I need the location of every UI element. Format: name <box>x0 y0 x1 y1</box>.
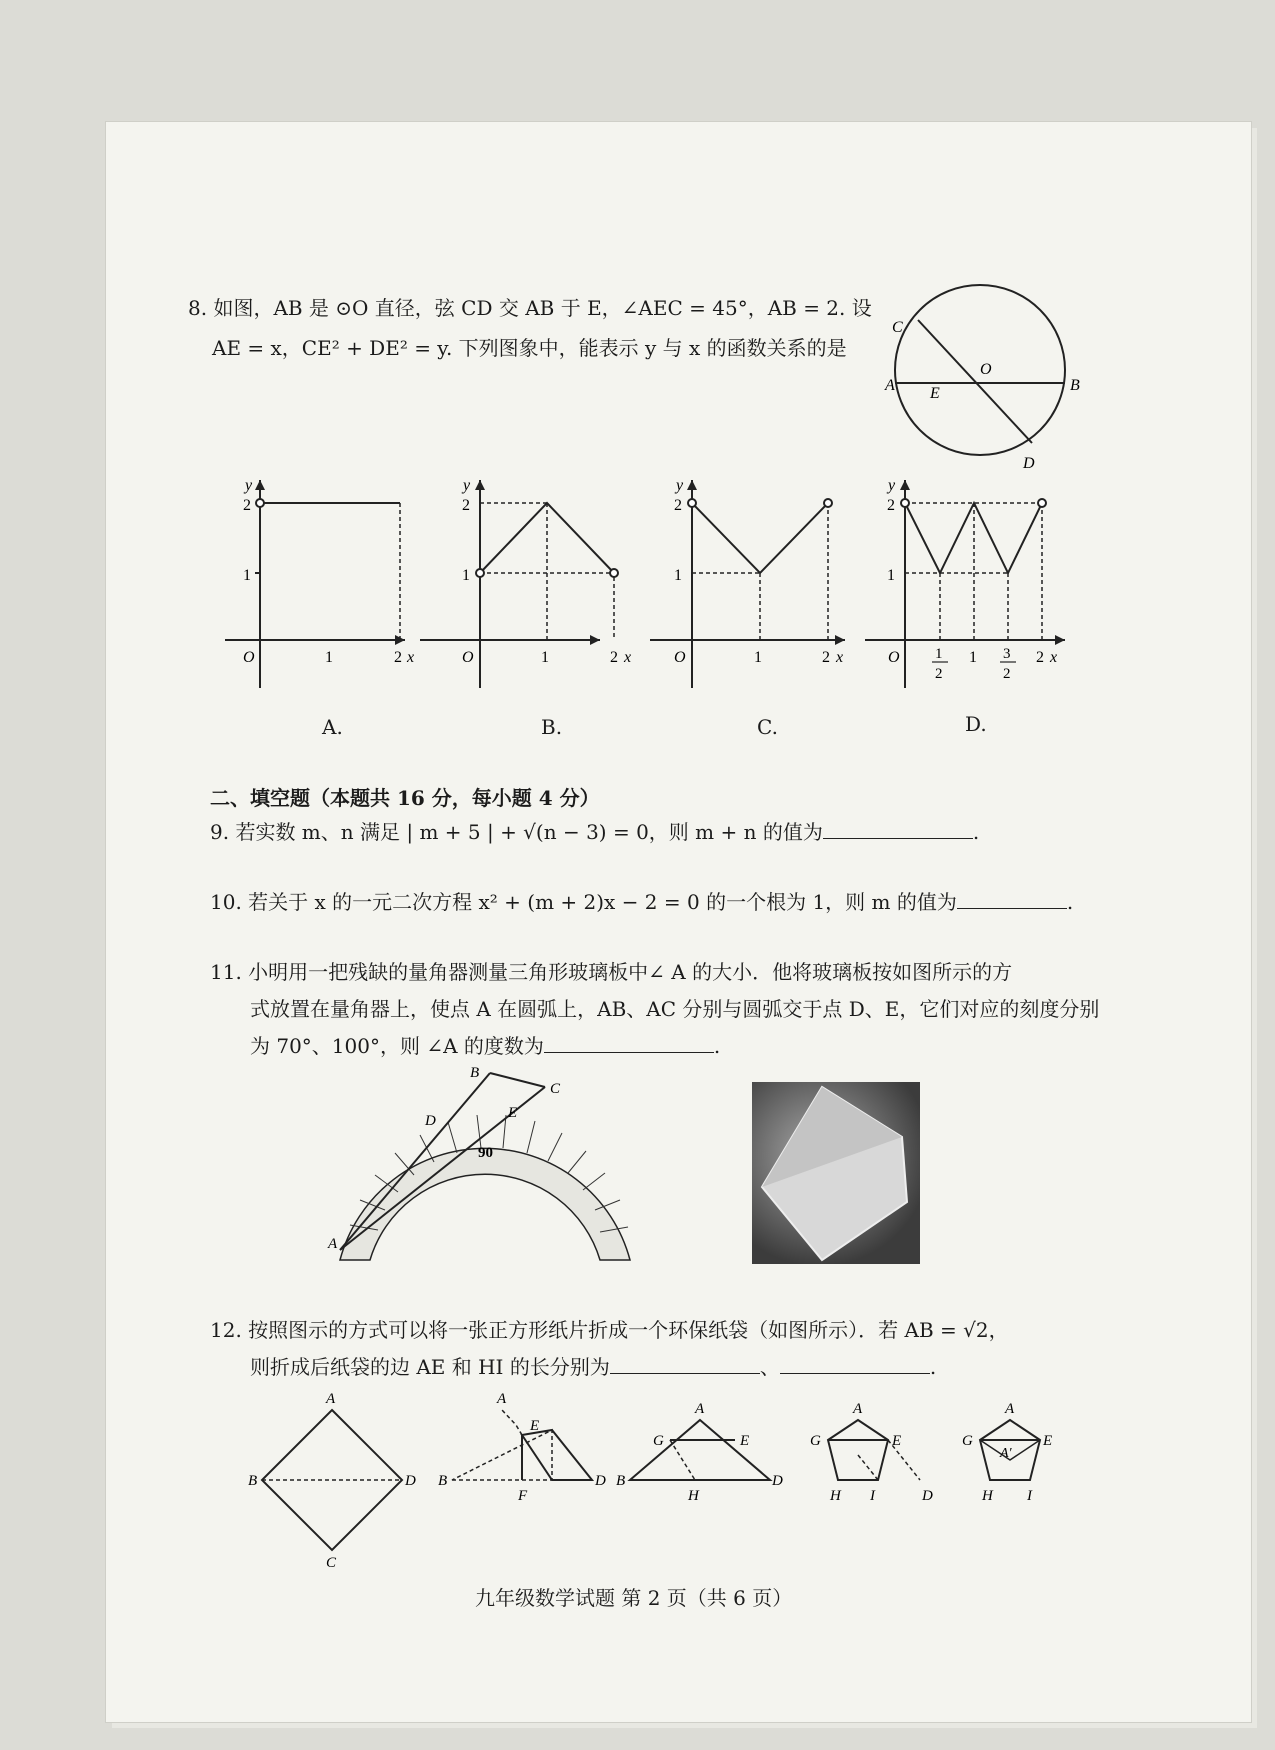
q12-line2: 则折成后纸袋的边 AE 和 HI 的长分别为 <box>250 1355 610 1379</box>
q11-protractor-figure <box>330 1065 660 1270</box>
q9-text: 9. 若实数 m、n 满足 | m + 5 | + √(n − 3) = 0，则 m + n 的值为 <box>210 820 823 844</box>
x-tick-half-num: 1 <box>935 646 943 662</box>
y-label: y <box>463 477 471 494</box>
q11-answer-blank[interactable] <box>544 1030 714 1053</box>
label-d: D <box>425 1113 436 1129</box>
fold-fig-3 <box>630 1420 770 1480</box>
open-point <box>1038 499 1046 507</box>
graph-d <box>860 470 1070 700</box>
x-label: x <box>836 649 844 666</box>
q10-end: . <box>1066 890 1074 914</box>
f3-b: B <box>616 1473 626 1489</box>
q10-answer-blank[interactable] <box>957 886 1067 909</box>
q12-end: . <box>929 1355 937 1379</box>
f4-d: D <box>922 1488 933 1504</box>
x-arrow <box>835 635 845 645</box>
f1-d: D <box>405 1473 416 1489</box>
x-tick-1: 1 <box>541 649 549 666</box>
label-90: 90 <box>478 1145 493 1161</box>
option-d: D. <box>965 712 987 736</box>
f5-e: E <box>1043 1433 1053 1449</box>
f2-b: B <box>438 1473 448 1489</box>
open-point <box>476 569 484 577</box>
tick-1: 1 <box>887 567 895 584</box>
q11-end: . <box>713 1034 721 1058</box>
x-arrow <box>590 635 600 645</box>
q11-line1: 11. 小明用一把残缺的量角器测量三角形玻璃板中∠ A 的大小．他将玻璃板按如图所示的方 <box>210 960 1013 984</box>
origin: O <box>888 649 900 666</box>
page-footer: 九年级数学试题 第 2 页（共 6 页） <box>475 1586 793 1610</box>
f3-a: A <box>695 1401 705 1417</box>
q8-line1: 8. 如图，AB 是 ⊙O 直径，弦 CD 交 AB 于 E，∠AEC = 45°，AB = 2. 设 <box>188 296 872 320</box>
x-tick-half-den: 2 <box>935 666 943 682</box>
q10 <box>210 883 1073 921</box>
y-label: y <box>676 477 684 494</box>
glass-shape <box>752 1082 920 1264</box>
protractor-band <box>340 1148 630 1260</box>
f3-d: D <box>772 1473 783 1489</box>
f2-f: F <box>518 1488 528 1504</box>
label-d: D <box>1023 455 1035 472</box>
x-tick-2: 2 <box>394 649 402 666</box>
label-c: C <box>550 1081 561 1097</box>
f4-a: A <box>853 1401 863 1417</box>
fold-fig-2 <box>522 1430 592 1480</box>
q11-line2: 式放置在量角器上，使点 A 在圆弧上，AB、AC 分别与圆弧交于点 D、E，它们对应的刻度分别 <box>250 997 1100 1021</box>
f1-a: A <box>326 1391 336 1407</box>
y-label: y <box>245 477 253 494</box>
f5-h: H <box>982 1488 993 1504</box>
q11-line3-wrap <box>250 1027 720 1065</box>
origin: O <box>462 649 474 666</box>
open-point <box>688 499 696 507</box>
f2-a: A <box>497 1391 507 1407</box>
tick-2: 2 <box>462 497 470 514</box>
f2-d: D <box>595 1473 606 1489</box>
x-arrow <box>1055 635 1065 645</box>
origin: O <box>674 649 686 666</box>
q8-circle-figure <box>880 268 1080 478</box>
option-c: C. <box>757 715 778 739</box>
tick-2: 2 <box>674 497 682 514</box>
f5-a-prime: A′ <box>1000 1446 1012 1461</box>
f5-a: A <box>1005 1401 1015 1417</box>
x-tick-2: 2 <box>610 649 618 666</box>
x-tick-tq-den: 2 <box>1003 666 1011 682</box>
x-label: x <box>1050 649 1058 666</box>
q12-line2-wrap <box>250 1348 936 1386</box>
f5-g: G <box>962 1433 973 1449</box>
x-label: x <box>624 649 632 666</box>
y-arrow <box>255 480 265 490</box>
label-c: C <box>892 319 903 336</box>
f3-e: E <box>740 1433 750 1449</box>
y-label: y <box>888 477 896 494</box>
f3-g: G <box>653 1433 664 1449</box>
f4-e: E <box>892 1433 902 1449</box>
open-point <box>824 499 832 507</box>
q12-line1: 12. 按照图示的方式可以将一张正方形纸片折成一个环保纸袋（如图所示）．若 AB = √2， <box>210 1318 1009 1342</box>
x-tick-tq-num: 3 <box>1003 646 1011 662</box>
label-a: A <box>328 1236 338 1252</box>
side-bc <box>490 1073 545 1087</box>
origin: O <box>243 649 255 666</box>
fold-fig-2-dash <box>452 1430 552 1480</box>
x-tick-1: 1 <box>969 649 977 666</box>
q12-answer-blank-ae[interactable] <box>610 1351 760 1374</box>
tick-2: 2 <box>887 497 895 514</box>
tick-1: 1 <box>462 567 470 584</box>
y-arrow <box>900 480 910 490</box>
x-tick-1: 1 <box>325 649 333 666</box>
label-b: B <box>1070 377 1080 394</box>
q11-glass-photo <box>752 1082 920 1264</box>
q10-text: 10. 若关于 x 的一元二次方程 x² + (m + 2)x − 2 = 0 的一个根为 1，则 m 的值为 <box>210 890 957 914</box>
f3-h: H <box>688 1488 699 1504</box>
f4-i: I <box>870 1488 875 1504</box>
f2-e: E <box>530 1418 540 1434</box>
tick-1: 1 <box>674 567 682 584</box>
y-arrow <box>687 480 697 490</box>
label-e: E <box>930 385 940 402</box>
dash-line <box>502 1410 522 1435</box>
graph-b <box>410 470 610 690</box>
q12-sep: 、 <box>759 1355 780 1379</box>
graph-c <box>640 470 850 690</box>
q11-line3: 为 70°、100°，则 ∠A 的度数为 <box>250 1034 544 1058</box>
tick-1: 1 <box>243 567 251 584</box>
f1-b: B <box>248 1473 258 1489</box>
label-a: A <box>885 377 895 394</box>
tick-2: 2 <box>243 497 251 514</box>
x-tick-2: 2 <box>1036 649 1044 666</box>
open-point <box>610 569 618 577</box>
option-b: B. <box>541 715 563 739</box>
graph-line <box>692 503 828 573</box>
q9-end: . <box>972 820 980 844</box>
graph-a <box>215 470 415 690</box>
q9-answer-blank[interactable] <box>823 816 973 839</box>
x-tick-1: 1 <box>754 649 762 666</box>
dash-line <box>670 1440 695 1480</box>
label-o: O <box>980 361 992 378</box>
open-point <box>256 499 264 507</box>
x-label: x <box>407 649 415 666</box>
fold-fig-4 <box>828 1420 888 1480</box>
q12-answer-blank-hi[interactable] <box>780 1351 930 1374</box>
f4-h: H <box>830 1488 841 1504</box>
y-arrow <box>475 480 485 490</box>
open-point <box>901 499 909 507</box>
section-2-title: 二、填空题（本题共 16 分，每小题 4 分） <box>210 786 600 810</box>
option-a: A. <box>322 715 343 739</box>
x-tick-2: 2 <box>822 649 830 666</box>
f1-c: C <box>326 1555 337 1571</box>
chord-cd <box>918 320 1032 443</box>
f4-g: G <box>810 1433 821 1449</box>
q12-fold-figures <box>240 1385 1100 1571</box>
label-b: B <box>470 1065 480 1081</box>
dash-line <box>858 1455 878 1480</box>
label-e: E <box>508 1105 518 1121</box>
f5-i: I <box>1027 1488 1032 1504</box>
q9 <box>210 813 979 851</box>
q8-line2: AE = x，CE² + DE² = y. 下列图象中，能表示 y 与 x 的函数关系的是 <box>212 336 847 360</box>
